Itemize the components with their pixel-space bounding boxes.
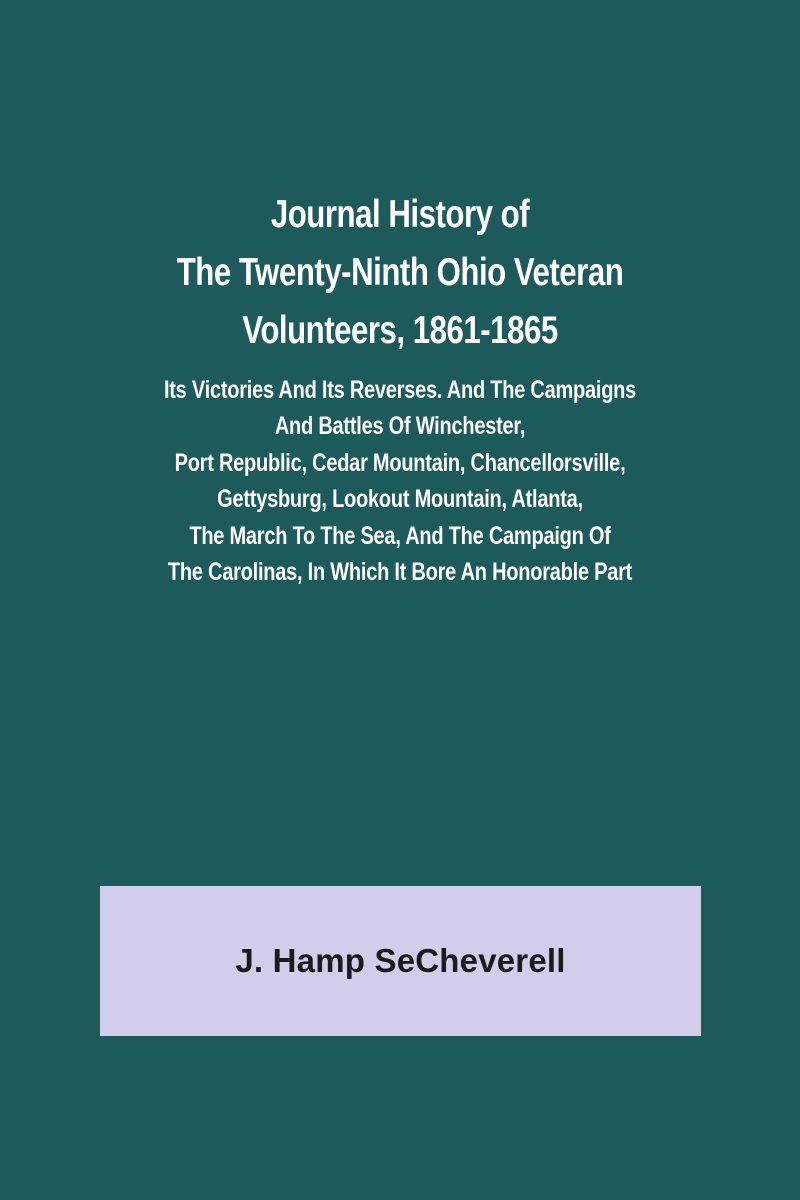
subtitle-line: The Carolinas, In Which It Bore An Honorable Part [167, 558, 633, 587]
title-line: The Twenty-Ninth Ohio Veteran [176, 251, 624, 294]
subtitle-line: And Battles Of Winchester, [274, 412, 526, 441]
title-line: Volunteers, 1861-1865 [242, 309, 558, 352]
subtitle-line: Its Victories And Its Reverses. And The Campaigns [163, 376, 637, 404]
author-name: J. Hamp SeCheverell [235, 942, 566, 979]
subtitle-line: Gettysburg, Lookout Mountain, Atlanta, [217, 485, 583, 514]
book-subtitle [40, 372, 760, 590]
subtitle-line: Port Republic, Cedar Mountain, Chancellorsville, [174, 448, 626, 477]
author-panel [100, 886, 701, 1036]
title-line: Journal History of [270, 193, 530, 236]
book-title [40, 186, 760, 360]
subtitle-line: The March To The Sea, And The Campaign Of [189, 521, 611, 550]
